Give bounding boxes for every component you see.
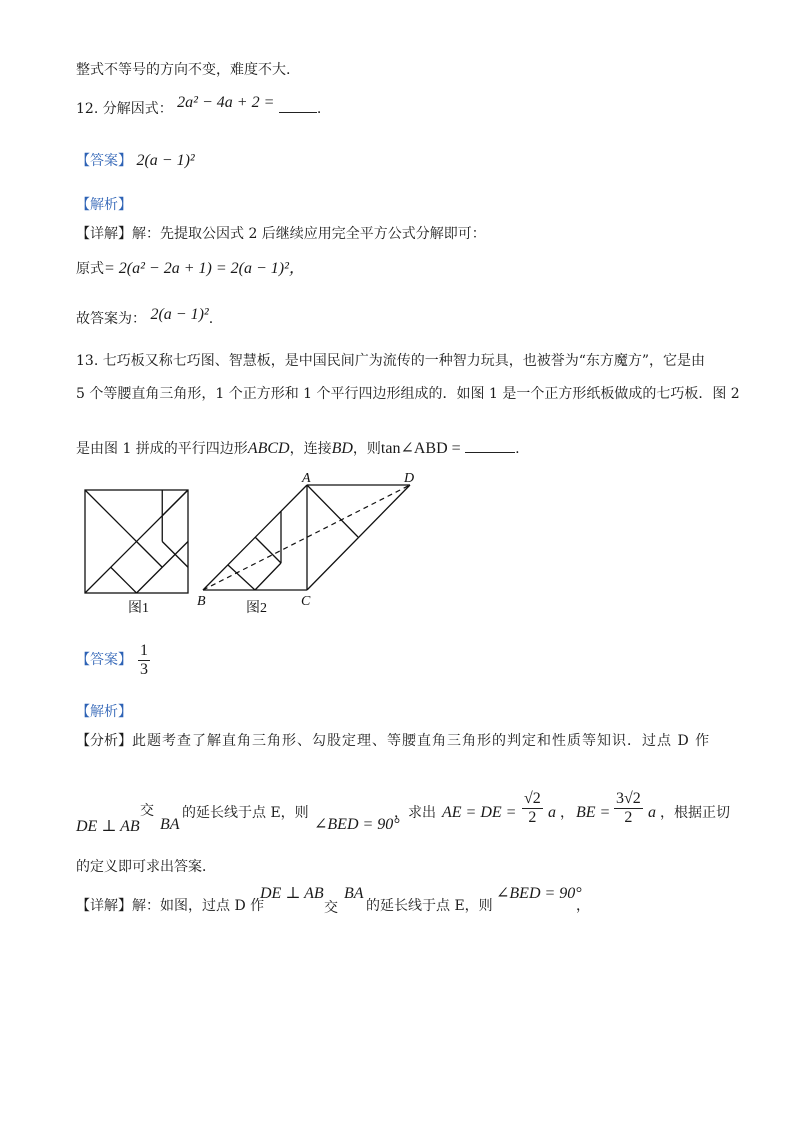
- fig2-inner-b: [255, 537, 281, 563]
- q12-detail-text: 解：先提取公因式 2 后继续应用完全平方公式分解即可：: [132, 226, 486, 242]
- q13-fx-comma: ，: [560, 805, 574, 821]
- intro-line: 整式不等号的方向不变，难度不大.: [76, 62, 291, 78]
- answer-tag: 【答案】: [76, 153, 132, 169]
- fraction-numerator: 3√2: [616, 790, 641, 807]
- q13-fx-jiao: 交: [140, 803, 154, 819]
- q13-line3-end: .: [515, 441, 520, 457]
- q13-line2: 5 个等腰直角三角形，1 个正方形和 1 个平行四边形组成的．如图 1 是一个正方形纸板做成的七巧板．图 2: [76, 386, 740, 402]
- q12-prompt: 分解因式：: [102, 101, 173, 117]
- q13-parallelogram-name: ABCD: [247, 440, 290, 457]
- q13-fx-frac2: [614, 790, 643, 827]
- q13-fx-angle: ∠BED = 90°: [314, 816, 400, 833]
- q13-fenxi-line: [76, 732, 710, 750]
- fraction-denominator: 2: [528, 809, 537, 826]
- q13-fx-ba: BA: [160, 816, 180, 833]
- q12-answer-blank: [279, 98, 317, 113]
- q12-original-line: [76, 260, 305, 278]
- q12-conclusion-end: .: [208, 311, 214, 327]
- q13-tan-expression: tan∠ABD =: [380, 440, 461, 457]
- q13-detail-jiao: 交: [324, 900, 338, 916]
- fig1-midline-top: [162, 490, 188, 516]
- q13-line3-text: 是由图 1 拼成的平行四边形: [76, 441, 248, 457]
- q13-line1: 13. 七巧板又称七巧图、智慧板，是中国民间广为流传的一种智力玩具，也被誉为“东方魔方”，它是由: [76, 353, 706, 369]
- fraction-numerator: √2: [524, 790, 541, 807]
- q13-answer-line: [76, 640, 150, 680]
- q13-fx-find: ，求出: [394, 805, 436, 821]
- q13-detail-perp: DE ⊥ AB: [260, 885, 324, 902]
- fig1-inner-edge-c: [111, 567, 137, 593]
- detail-tag: 【详解】: [76, 226, 132, 242]
- fraction-denominator: 3: [140, 660, 148, 678]
- q13-fenxi-text: 此题考查了解直角三角形、勾股定理、等腰直角三角形的判定和性质等知识．过点 D 作: [132, 733, 711, 749]
- q13-fx-be: BE =: [576, 804, 611, 821]
- q13-detail-text: 解：如图，过点 D 作: [132, 898, 265, 914]
- q13-fenxi-line3: 的定义即可求出答案．: [76, 859, 216, 875]
- q13-detail-ba: BA: [344, 885, 364, 902]
- fraction-numerator: 1: [140, 641, 148, 659]
- q12-conclusion-label: 故答案为：: [76, 311, 146, 327]
- fig1-diagonal-left: [85, 490, 137, 542]
- q12-answer-line: [76, 152, 195, 170]
- fig2-label-c: C: [301, 594, 311, 609]
- q12-answer: 2(a − 1)²: [136, 152, 195, 169]
- q12-detail-line: [76, 225, 486, 243]
- answer-tag: 【答案】: [76, 652, 132, 668]
- q13-answer-fraction: [138, 642, 150, 679]
- q13-fx-text: 的延长线于点 E，则: [182, 805, 309, 821]
- q13-fx-tan: ，根据正切: [660, 805, 730, 821]
- q13-fx-ae-de: AE = DE =: [442, 804, 517, 821]
- fig2-inner-c: [255, 563, 281, 590]
- q12-conclusion-expr: 2(a − 1)²: [150, 306, 209, 323]
- q13-fx-a1: a: [548, 804, 556, 821]
- analysis-tag: 【解析】: [76, 704, 132, 720]
- fig2-label-b: B: [197, 594, 206, 609]
- tangram-figures: [70, 470, 430, 620]
- fig2-inner-a: [228, 565, 255, 590]
- q13-fx-frac1: [522, 790, 543, 827]
- q12-original-expr: = 2(a² − 2a + 1) = 2(a − 1)²，: [104, 260, 305, 277]
- q13-detail-comma: ，: [576, 898, 590, 914]
- fig1-inner-edge-a: [137, 542, 163, 568]
- fig1-caption: 图1: [128, 601, 149, 616]
- q12-conclusion-line: [76, 306, 214, 328]
- q13-fx-perp: DE ⊥ AB: [76, 818, 140, 835]
- q12-period: .: [316, 101, 322, 117]
- q13-segment-bd: BD: [331, 440, 353, 457]
- q13-detail-text2: 的延长线于点 E，则: [366, 898, 493, 914]
- q13-detail-angle: ∠BED = 90°: [496, 885, 582, 902]
- analysis-tag: 【解析】: [76, 197, 132, 213]
- figure-1-tangram: [85, 490, 188, 593]
- fig2-caption: 图2: [246, 601, 267, 616]
- q12-number: 12.: [76, 101, 99, 117]
- fenxi-tag: 【分析】: [76, 733, 132, 749]
- q12-original-label: 原式: [76, 261, 104, 277]
- fraction-denominator: 2: [624, 809, 633, 826]
- fig2-label-d: D: [404, 471, 415, 486]
- q13-fx-a2: a: [648, 804, 656, 821]
- fig2-inner-diagonal: [307, 485, 358, 537]
- q13-line3-then: ，则: [352, 441, 381, 457]
- q12-expression: 2a² − 4a + 2 =: [177, 94, 275, 111]
- q13-answer-blank: [465, 438, 515, 453]
- q13-line3: [76, 438, 520, 458]
- fig2-label-a: A: [302, 471, 311, 486]
- detail-tag: 【详解】: [76, 898, 132, 914]
- q13-line3-connect: ，连接: [289, 441, 332, 457]
- q12-line: [76, 94, 322, 118]
